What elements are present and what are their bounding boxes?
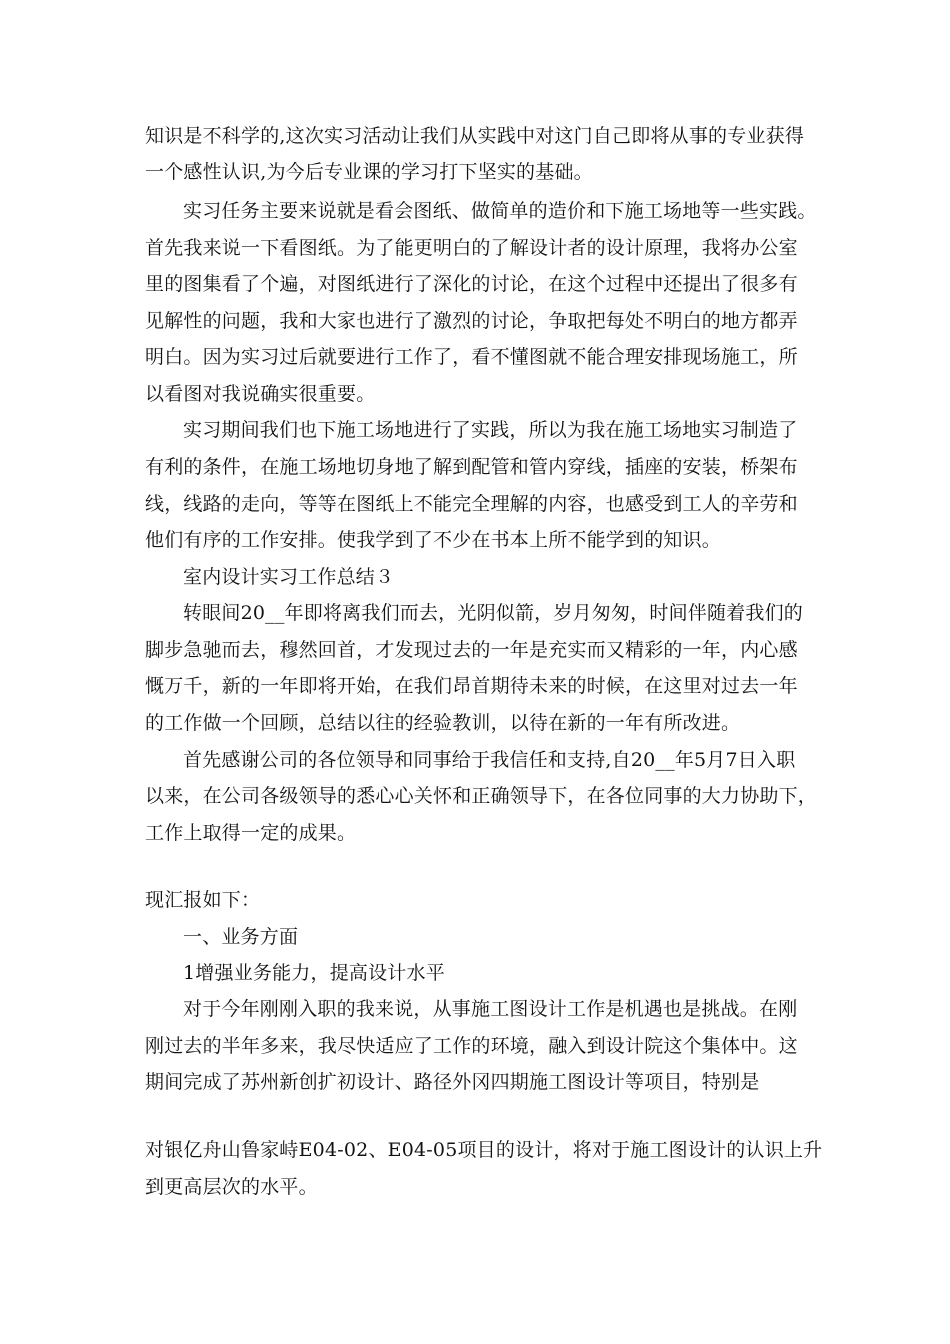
paragraph-line: 的工作做一个回顾，总结以往的经验教训，以待在新的一年有所改进。 <box>145 712 741 734</box>
paragraph-line: 对银亿舟山鲁家峙E04-02、E04-05项目的设计，将对于施工图设计的认识上升 <box>145 1139 823 1161</box>
paragraph-line: 线，线路的走向，等等在图纸上不能完全理解的内容，也感受到工人的辛劳和 <box>145 493 798 515</box>
paragraph-line: 有利的条件，在施工场地切身地了解到配管和管内穿线，插座的安装，桥架布 <box>145 456 798 478</box>
paragraph-line: 脚步急驰而去，穆然回首，才发现过去的一年是充实而又精彩的一年，内心感 <box>145 639 798 661</box>
paragraph-line: 首先感谢公司的各位领导和同事给于我信任和支持,自20__年5月7日入职 <box>183 749 796 771</box>
paragraph-line: 现汇报如下： <box>145 889 261 911</box>
paragraph-line: 到更高层次的水平。 <box>145 1176 318 1198</box>
paragraph-line: 一个感性认识,为今后专业课的学习打下坚实的基础。 <box>145 161 593 183</box>
paragraph-line: 转眼间20__年即将离我们而去，光阴似箭，岁月匆匆，时间伴随着我们的 <box>183 602 803 624</box>
paragraph-line: 明白。因为实习过后就要进行工作了，看不懂图就不能合理安排现场施工，所 <box>145 346 798 368</box>
paragraph-line: 见解性的问题，我和大家也进行了激烈的讨论，争取把每处不明白的地方都弄 <box>145 310 798 332</box>
paragraph-line: 首先我来说一下看图纸。为了能更明白的了解设计者的设计原理，我将办公室 <box>145 237 798 259</box>
paragraph-line: 里的图集看了个遍，对图纸进行了深化的讨论，在这个过程中还提出了很多有 <box>145 273 798 295</box>
paragraph-line: 实习任务主要来说就是看会图纸、做简单的造价和下施工场地等一些实践。 <box>183 200 817 222</box>
paragraph-line: 对于今年刚刚入职的我来说，从事施工图设计工作是机遇也是挑战。在刚 <box>183 998 798 1020</box>
paragraph-line: 知识是不科学的,这次实习活动让我们从实践中对这门自己即将从事的专业获得 <box>145 125 805 147</box>
paragraph-line: 期间完成了苏州新创扩初设计、路径外冈四期施工图设计等项目，特别是 <box>145 1071 760 1093</box>
paragraph-line: 他们有序的工作安排。使我学到了不少在书本上所不能学到的知识。 <box>145 529 722 551</box>
section-heading: 室内设计实习工作总结３ <box>183 566 395 588</box>
paragraph-line: 刚过去的半年多来，我尽快适应了工作的环境，融入到设计院这个集体中。这 <box>145 1035 798 1057</box>
paragraph-line: 实习期间我们也下施工场地进行了实践，所以为我在施工场地实习制造了 <box>183 419 798 441</box>
section-heading: 一、业务方面 <box>183 926 299 948</box>
paragraph-line: 以看图对我说确实很重要。 <box>145 383 376 405</box>
paragraph-line: 慨万千，新的一年即将开始，在我们昂首期待未来的时候，在这里对过去一年 <box>145 675 798 697</box>
section-subheading: 1增强业务能力，提高设计水平 <box>183 962 445 984</box>
paragraph-line: 以来，在公司各级领导的悉心心关怀和正确领导下，在各位同事的大力协助下， <box>145 785 818 807</box>
paragraph-line: 工作上取得一定的成果。 <box>145 822 357 844</box>
